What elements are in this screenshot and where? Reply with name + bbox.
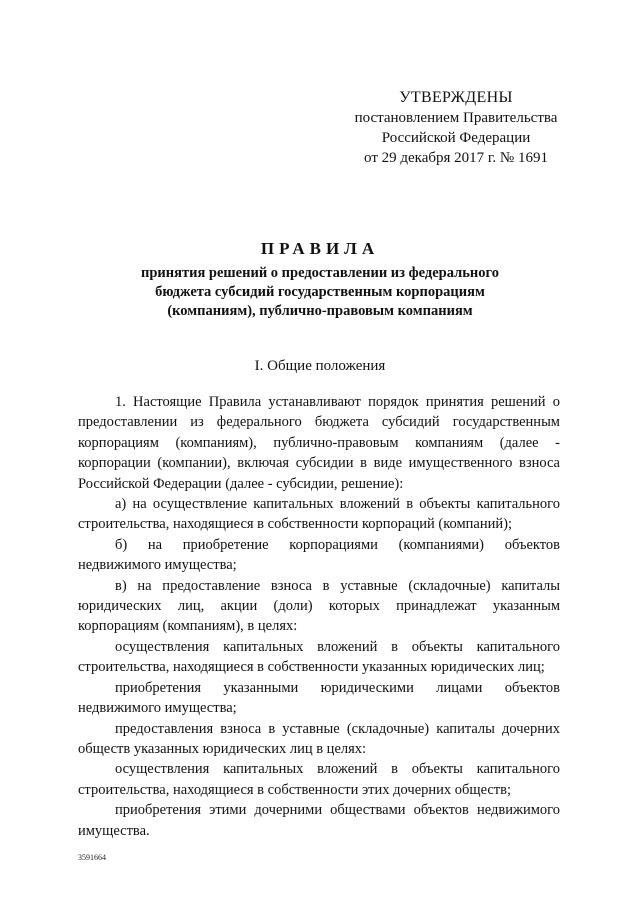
section-heading: I. Общие положения [254,358,386,374]
subtitle-line-2: бюджета субсидий государственным корпорациям [155,284,485,300]
document-subtitle [60,264,580,321]
subtitle-line-3: (компаниям), публично-правовым компаниям [167,303,473,319]
paragraph-a: а) на осуществление капитальных вложений в объекты капитального строительства, находящиеся в собственности корпораций (компаний); [78,496,560,533]
footer-document-code: 3591664 [78,853,106,862]
subtitle-line-1: принятия решений о предоставлении из федерального [141,265,499,281]
paragraph-v-item-2: приобретения указанными юридическими лицами объектов недвижимого имущества; [78,679,560,717]
approval-block [346,88,566,168]
approval-country: Российской Федерации [381,130,531,146]
document-title: ПРАВИЛА [260,239,380,258]
approval-date-number: от 29 декабря 2017 г. № 1691 [364,150,548,166]
paragraph-b: б) на приобретение корпорациями (компаниями) объектов недвижимого имущества; [78,536,560,574]
approval-heading: УТВЕРЖДЕНЫ [399,89,513,106]
approval-authority: постановлением Правительства [354,110,558,126]
paragraph-v-item-3: предоставления взноса в уставные (складочные) капиталы дочерних обществ указанных юридических лиц в целях: [78,720,560,757]
document-title-block [60,238,580,321]
paragraph-v: в) на предоставление взноса в уставные (складочные) капиталы юридических лиц, акции (доли) которых принадлежат указанным корпорациям (компаниям), в целях: [78,577,560,635]
document-body [78,392,560,841]
paragraph-1: 1. Настоящие Правила устанавливают порядок принятия решений о предоставлении из федерального бюджета субсидий государственным корпорациям (компаниям), публично-правовым компаниям (далее - корпорации (компании), включая субсидии в виде имущественного взноса Российской Федерации (далее - субсидии, решение): [78,394,560,492]
paragraph-v-subitem-1: осуществления капитальных вложений в объекты капитального строительства, находящиеся в собственности этих дочерних обществ; [78,761,560,798]
paragraph-v-item-1: осуществления капитальных вложений в объекты капитального строительства, находящиеся в собственности указанных юридических лиц; [78,638,560,676]
paragraph-v-subitem-2: приобретения этими дочерними обществами объектов недвижимого имущества. [78,802,560,839]
